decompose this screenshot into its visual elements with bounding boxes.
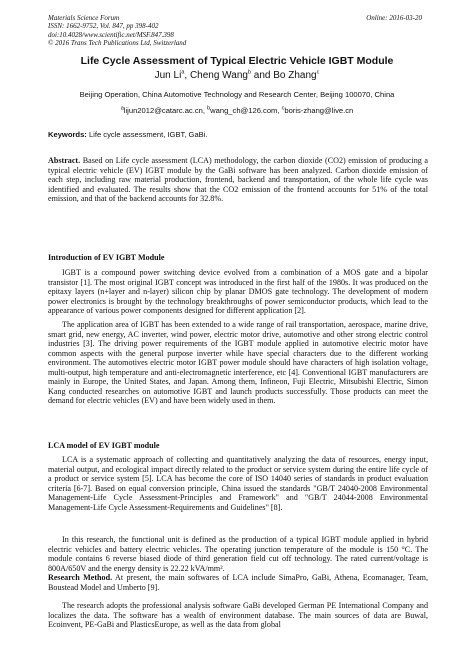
- research-method-label: Research Method.: [48, 573, 113, 582]
- abstract: [48, 156, 428, 204]
- abstract-text: Based on Life cycle assessment (LCA) methodology, the carbon dioxide (CO2) emission of producing a typical electric vehicle (EV) IGBT module by the GaBi software has been analyzed. Carbon dioxide emission of each step, including raw material production, frontend, backend and transportation, of the whole life cycle was identified and evaluated. The results show that the CO2 emission of the frontend accounts for 51% of the total emission, and that of the backend accounts for 32.8%.: [48, 156, 428, 203]
- abstract-label: Abstract.: [48, 156, 81, 165]
- author-affil-mark: a: [181, 69, 185, 76]
- keywords-label: Keywords:: [48, 130, 87, 139]
- author-list: Jun Li$^a$, Cheng Wang$^b$ and Bo Zhang$^c$: [154, 69, 320, 81]
- research-method-paragraph: Research Method. At present, the main softwares of LCA include SimaPro, GaBi, Athena, Ecomanager, Team, Boustead Model and Umberto [9].: [48, 573, 428, 592]
- author-affil-mark: b: [247, 69, 251, 76]
- doi-line[interactable]: doi:10.4028/www.scientific.net/MSF.847.398: [48, 30, 174, 39]
- journal-name: Materials Science Forum: [48, 14, 120, 22]
- section-heading: Introduction of EV IGBT Module: [48, 253, 165, 262]
- author-name: Cheng Wang: [189, 70, 248, 81]
- body-paragraph: The research adopts the professional analysis software GaBi developed German PE International Company and localizes the data. The software has a wealth of environment database. The main sources of data are Buwal, Ecoinvent, PE-GaBi and PlasticsEurope, as well as the data from global: [48, 601, 428, 630]
- section-heading: LCA model of EV IGBT module: [48, 441, 160, 450]
- email-link[interactable]: wang_ch@126.com,: [210, 106, 282, 115]
- email-link[interactable]: boris-zhang@live.cn: [284, 106, 354, 115]
- keywords: [48, 130, 428, 139]
- paper-title: Life Cycle Assessment of Typical Electric Vehicle IGBT Module: [80, 55, 394, 67]
- author-affil-mark: c: [316, 69, 320, 76]
- body-paragraph: In this research, the functional unit is defined as the production of a typical IGBT module applied in hybrid electric vehicles and battery electric vehicles. The operating junction temperature of the module is 150 °C. The module contains 6 reverse biased diode of third generation field cut off technology. The rated current/voltage is 800A/650V and the energy density is 22.22 kVA/mm².: [48, 535, 428, 573]
- journal-header: [48, 14, 186, 47]
- email-link[interactable]: lijun2012@catarc.ac.cn,: [123, 106, 208, 115]
- issn-line: ISSN: 1662-9752, Vol. 847, pp 398-402: [48, 22, 159, 31]
- author-name: Bo Zhang: [273, 70, 317, 81]
- body-paragraph: IGBT is a compound power switching device evolved from a combination of a MOS gate and a bipolar transistor [1]. The most original IGBT concept was introduced in the first half of the 1980s. It was produced on the epitaxy layers (n+layer and n-layer) silicon chip by planar DMOS gate technology. The development of modern power electronics is brought by the technology breakthroughs of power semiconductor products, which lead to the appearance of various power components designed for different application [2].: [48, 268, 428, 316]
- copyright-line: © 2016 Trans Tech Publications Ltd, Switzerland: [48, 38, 187, 47]
- body-paragraph: LCA is a systematic approach of collecting and quantitatively analyzing the data of resources, energy input, material output, and ecological impact directly related to the product or service system during the entire life cycle of a product or service system [5]. LCA has become the core of ISO 14040 series of standards in product evaluation criteria [6-7]. Based on equal conversion principle, China issued the standards "GB/T 24040-2008 Environmental Management-Life Cycle Assessment-Principles and Framework" and "GB/T 24044-2008 Environmental Management-Life Cycle Assessment-Requirements and Guidelines" [8].: [48, 455, 428, 512]
- affiliation: Beijing Operation, China Automotive Technology and Research Center, Beijing 100070, China: [79, 90, 395, 99]
- author-name: Jun Li: [154, 70, 182, 81]
- online-date: Online: 2016-03-20: [366, 14, 422, 22]
- body-paragraph: The application area of IGBT has been extended to a wide range of rail transportation, aerospace, marine drive, smart grid, new energy, AC inverter, wind power, electric motor drive, automotive and other strong electric control industries [3]. The driving power requirements of the IGBT module applied in automotive electric motor have common aspects with the general purpose inverter while have special characters due to the different working environment. The automotives electric motor IGBT power module should have characters of high isolation voltage, multi-output, high temperature and anti-electromagnetic interference, etc [4]. Conventional IGBT manufacturers are mainly in Europe, the United States, and Japan. Among them, Infineon, Fuji Electric, Mitsubishi Electric, Simon Kang conducted researches on automotive IGBT and launch products successfully. Those products can meet the demand for electric vehicles (EV) and have been widely used in them.: [48, 320, 428, 406]
- keywords-text: Life cycle assessment, IGBT, GaBi.: [86, 130, 208, 139]
- author-emails: $^a$lijun2012@catarc.ac.cn, $^b$wang_ch@126.com, $^c$boris-zhang@live.cn: [120, 105, 354, 115]
